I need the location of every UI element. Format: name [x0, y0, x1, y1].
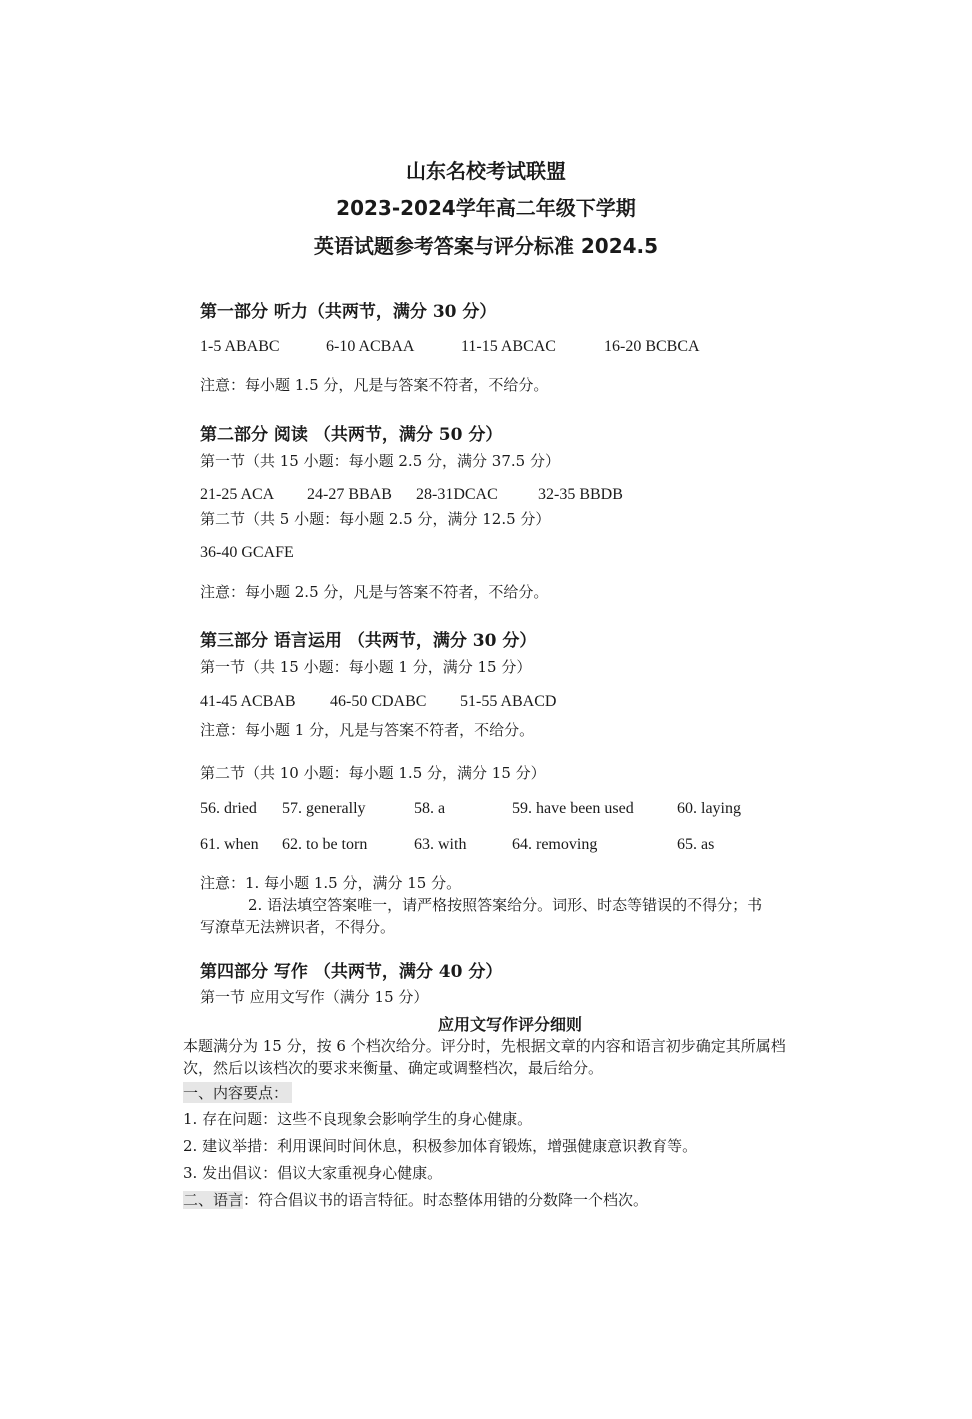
grammar-answer-61: 61. when: [200, 836, 259, 853]
part3-note2-line2: 2. 语法填空答案唯一，请严格按照答案给分。词形、时态等错误的不得分；书: [248, 896, 763, 914]
header-term: 2023-2024学年高二年级下学期: [336, 196, 636, 220]
part3-answer-1: 41-45 ACBAB: [200, 693, 296, 710]
language-criteria: [183, 1189, 648, 1210]
part2-answer-5: 36-40 GCAFE: [200, 544, 294, 561]
part2-section2: 第二节（共 5 小题：每小题 2.5 分，满分 12.5 分）: [200, 510, 551, 528]
part1-heading: 第一部分 听力（共两节，满分 30 分）: [200, 302, 497, 322]
language-text: ：符合倡议书的语言特征。时态整体用错的分数降一个档次。: [243, 1191, 649, 1209]
content-points-label: 一、内容要点：: [183, 1082, 292, 1103]
grammar-answer-57: 57. generally: [282, 800, 366, 817]
part4-heading: 第四部分 写作 （共两节，满分 40 分）: [200, 962, 503, 982]
grammar-answer-63: 63. with: [414, 836, 467, 853]
content-point-1: 1. 存在问题：这些不良现象会影响学生的身心健康。: [183, 1110, 533, 1128]
grammar-answer-56: 56. dried: [200, 800, 257, 817]
grammar-answer-59: 59. have been used: [512, 800, 634, 817]
grammar-answer-58: 58. a: [414, 800, 446, 817]
part3-heading: 第三部分 语言运用 （共两节，满分 30 分）: [200, 631, 537, 651]
content-point-3: 3. 发出倡议：倡议大家重视身心健康。: [183, 1164, 443, 1182]
part2-section1: 第一节（共 15 小题：每小题 2.5 分，满分 37.5 分）: [200, 452, 560, 470]
part1-note: 注意：每小题 1.5 分，凡是与答案不符者，不给分。: [200, 376, 549, 394]
part2-answer-2: 24-27 BBAB: [307, 486, 392, 503]
part3-note2-line3: 写潦草无法辨识者，不得分。: [200, 918, 396, 936]
part3-note2-line1: 注意：1. 每小题 1.5 分，满分 15 分。: [200, 874, 462, 892]
grammar-answer-64: 64. removing: [512, 836, 598, 853]
part4-section1: 第一节 应用文写作（满分 15 分）: [200, 988, 429, 1006]
part2-answer-1: 21-25 ACA: [200, 486, 275, 503]
part2-heading: 第二部分 阅读 （共两节，满分 50 分）: [200, 425, 503, 445]
grammar-answer-60: 60. laying: [677, 800, 741, 817]
part3-answer-2: 46-50 CDABC: [330, 693, 427, 710]
part1-answer-3: 11-15 ABCAC: [461, 338, 556, 355]
content-point-2: 2. 建议举措：利用课间时间休息，积极参加体育锻炼，增强健康意识教育等。: [183, 1137, 698, 1155]
grammar-answer-65: 65. as: [677, 836, 715, 853]
language-label: 二、语言: [183, 1191, 244, 1209]
header-org: 山东名校考试联盟: [406, 159, 566, 183]
part2-answer-4: 32-35 BBDB: [538, 486, 623, 503]
part2-note: 注意：每小题 2.5 分，凡是与答案不符者，不给分。: [200, 583, 549, 601]
grammar-answer-62: 62. to be torn: [282, 836, 368, 853]
part3-section2: 第二节（共 10 小题：每小题 1.5 分，满分 15 分）: [200, 764, 546, 782]
part1-answer-1: 1-5 ABABC: [200, 338, 280, 355]
part3-answer-3: 51-55 ABACD: [460, 693, 557, 710]
header-subject: 英语试题参考答案与评分标准 2024.5: [313, 234, 659, 258]
rubric-intro-line2: 次，然后以该档次的要求来衡量、确定或调整档次，最后给分。: [183, 1059, 604, 1077]
part1-answer-4: 16-20 BCBCA: [604, 338, 700, 355]
rubric-intro-line1: 本题满分为 15 分，按 6 个档次给分。评分时，先根据文章的内容和语言初步确定其所属档: [183, 1037, 786, 1055]
part2-answer-3: 28-31DCAC: [416, 486, 498, 503]
rubric-title: 应用文写作评分细则: [437, 1015, 582, 1034]
part1-answer-2: 6-10 ACBAA: [326, 338, 415, 355]
part3-section1: 第一节（共 15 小题：每小题 1 分，满分 15 分）: [200, 658, 532, 676]
part3-note1: 注意：每小题 1 分，凡是与答案不符者，不给分。: [200, 721, 535, 739]
